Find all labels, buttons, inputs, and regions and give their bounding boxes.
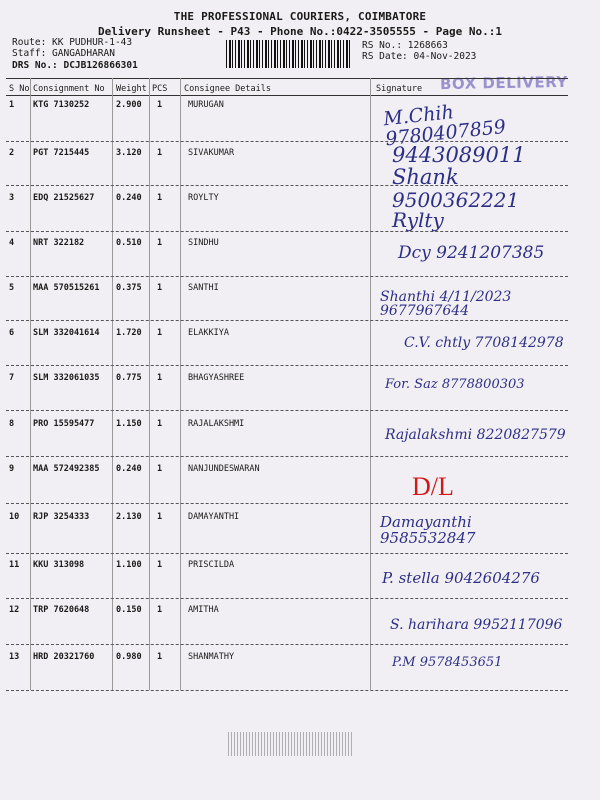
row-signature: M.Chih 9780407859 xyxy=(382,101,507,151)
row-consignee: SIVAKUMAR xyxy=(188,148,235,158)
runsheet-subtitle: Delivery Runsheet - P43 - Phone No.:0422-3505555 - Page No.:1 xyxy=(98,25,502,38)
row-sno: 3 xyxy=(9,193,15,203)
row-signature: D/L xyxy=(412,472,454,501)
row-divider xyxy=(6,553,568,554)
barcode-image xyxy=(226,40,352,68)
row-sno: 8 xyxy=(9,419,15,429)
row-signature: Shanthi 4/11/2023 9677967644 xyxy=(380,289,512,319)
row-signature: 9500362221 Rylty xyxy=(392,188,520,232)
row-consignee: SINDHU xyxy=(188,238,219,248)
row-sno: 5 xyxy=(9,283,15,293)
row-weight: 0.980 xyxy=(116,652,142,662)
row-consignee: DAMAYANTHI xyxy=(188,512,240,522)
row-sno: 11 xyxy=(9,560,20,570)
row-consignment: SLM 332041614 xyxy=(33,328,100,338)
row-divider xyxy=(6,365,568,366)
row-consignment: MAA 570515261 xyxy=(33,283,100,293)
row-consignment: PGT 7215445 xyxy=(33,148,90,158)
row-sno: 7 xyxy=(9,373,15,383)
row-pcs: 1 xyxy=(157,100,163,110)
row-sno: 9 xyxy=(9,464,15,474)
row-divider xyxy=(6,320,568,321)
row-consignment: SLM 332061035 xyxy=(33,373,100,383)
header-bottom-rule xyxy=(6,95,568,96)
rs-date: RS Date: 04-Nov-2023 xyxy=(362,51,477,62)
row-weight: 1.720 xyxy=(116,328,142,338)
row-pcs: 1 xyxy=(157,419,163,429)
row-consignment: MAA 572492385 xyxy=(33,464,100,474)
row-divider xyxy=(6,231,568,232)
row-sno: 6 xyxy=(9,328,15,338)
col-pcs-header: PCS xyxy=(152,84,168,94)
row-consignment: HRD 20321760 xyxy=(33,652,95,662)
row-pcs: 1 xyxy=(157,283,163,293)
row-divider xyxy=(6,598,568,599)
row-signature: Rajalakshmi 8220827579 xyxy=(385,427,566,443)
row-consignee: ELAKKIYA xyxy=(188,328,229,338)
row-signature: P.M 9578453651 xyxy=(392,655,503,670)
row-weight: 0.510 xyxy=(116,238,142,248)
row-signature: C.V. chtly 7708142978 xyxy=(404,335,564,351)
row-divider xyxy=(6,456,568,457)
route-info: Route: KK PUDHUR-1-43 xyxy=(12,37,133,48)
row-consignee: NANJUNDESWARAN xyxy=(188,464,260,474)
col-consignee-header: Consignee Details xyxy=(184,84,271,94)
row-signature: P. stella 9042604276 xyxy=(382,569,540,587)
row-divider xyxy=(6,644,568,645)
row-signature: Damayanthi 9585532847 xyxy=(380,513,476,547)
row-sno: 4 xyxy=(9,238,15,248)
row-sno: 12 xyxy=(9,605,20,615)
box-delivery-stamp: BOX DELIVERY xyxy=(439,72,568,94)
row-pcs: 1 xyxy=(157,512,163,522)
row-consignment: PRO 15595477 xyxy=(33,419,95,429)
row-weight: 0.375 xyxy=(116,283,142,293)
row-weight: 0.150 xyxy=(116,605,142,615)
row-weight: 3.120 xyxy=(116,148,142,158)
col-sno-header: S No xyxy=(9,84,30,94)
row-pcs: 1 xyxy=(157,373,163,383)
row-signature: S. harihara 9952117096 xyxy=(390,617,563,633)
table-row xyxy=(0,464,600,506)
row-consignment: KKU 313098 xyxy=(33,560,85,570)
row-pcs: 1 xyxy=(157,238,163,248)
row-signature: For. Saz 8778800303 xyxy=(385,377,525,392)
row-consignee: RAJALAKSHMI xyxy=(188,419,245,429)
company-title: THE PROFESSIONAL COURIERS, COIMBATORE xyxy=(173,10,427,23)
row-consignee: AMITHA xyxy=(188,605,219,615)
row-pcs: 1 xyxy=(157,652,163,662)
header-top-rule xyxy=(6,78,568,79)
row-consignee: SHANMATHY xyxy=(188,652,235,662)
rs-number: RS No.: 1268663 xyxy=(362,40,448,51)
col-weight-header: Weight xyxy=(116,84,147,94)
row-weight: 2.900 xyxy=(116,100,142,110)
drs-number: DRS No.: DCJB126866301 xyxy=(12,60,138,71)
row-weight: 1.100 xyxy=(116,560,142,570)
col-signature-header: Signature xyxy=(376,84,423,94)
row-weight: 0.240 xyxy=(116,464,142,474)
row-weight: 0.775 xyxy=(116,373,142,383)
row-sno: 10 xyxy=(9,512,20,522)
row-pcs: 1 xyxy=(157,605,163,615)
col-consignment-header: Consignment No xyxy=(33,84,105,94)
row-consignment: TRP 7620648 xyxy=(33,605,90,615)
row-pcs: 1 xyxy=(157,464,163,474)
row-consignee: SANTHI xyxy=(188,283,219,293)
row-weight: 0.240 xyxy=(116,193,142,203)
show-through-barcode xyxy=(228,732,352,756)
row-weight: 2.130 xyxy=(116,512,142,522)
row-divider xyxy=(6,410,568,411)
row-consignee: MURUGAN xyxy=(188,100,224,110)
row-sno: 2 xyxy=(9,148,15,158)
row-divider xyxy=(6,503,568,504)
row-consignment: NRT 322182 xyxy=(33,238,85,248)
row-consignee: PRISCILDA xyxy=(188,560,235,570)
row-consignment: RJP 3254333 xyxy=(33,512,90,522)
staff-info: Staff: GANGADHARAN xyxy=(12,48,115,59)
row-divider xyxy=(6,690,568,691)
row-pcs: 1 xyxy=(157,328,163,338)
row-consignee: BHAGYASHREE xyxy=(188,373,245,383)
row-weight: 1.150 xyxy=(116,419,142,429)
row-pcs: 1 xyxy=(157,148,163,158)
row-consignee: ROYLTY xyxy=(188,193,219,203)
row-signature: Dcy 9241207385 xyxy=(398,243,545,263)
row-pcs: 1 xyxy=(157,560,163,570)
row-sno: 13 xyxy=(9,652,20,662)
row-sno: 1 xyxy=(9,100,15,110)
row-divider xyxy=(6,276,568,277)
row-consignment: KTG 7130252 xyxy=(33,100,90,110)
row-pcs: 1 xyxy=(157,193,163,203)
row-signature: 9443089011 Shank xyxy=(392,143,526,189)
row-consignment: EDQ 21525627 xyxy=(33,193,95,203)
row-divider xyxy=(6,141,568,142)
